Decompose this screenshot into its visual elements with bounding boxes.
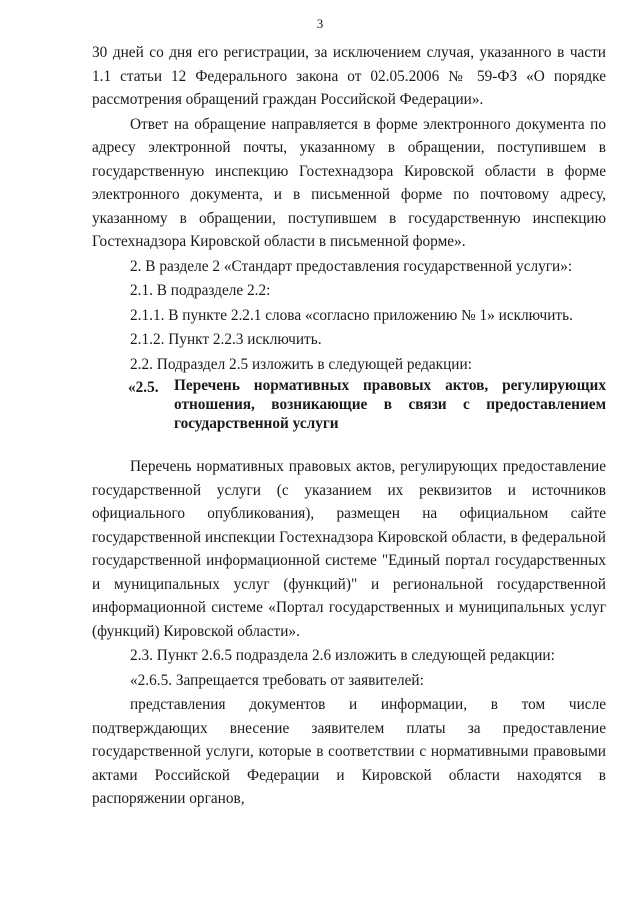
paragraph-2: Ответ на обращение направляется в форме электронного документа по адресу электронной почты, указанному в обращении, поступившем в государственную инспекцию Гостехнадзора Кировской области в форме электронного документа, и в письменной форме по почтовому адресу, указанному в обращении, поступившем в государственную инспекцию Гостехнадзора Кировской области в письменной форме». [92, 115, 606, 250]
paragraph-11: представления документов и информации, в том числе подтверждающих внесение заявителем платы за предоставление государственной услуги, которые в соответствии с нормативными правовыми актами Российской Федерации и Кировской области находятся в распоряжении органов, [92, 696, 606, 807]
document-body [92, 41, 606, 811]
paragraph-1: 30 дней со дня его регистрации, за исключением случая, указанного в части 1.1 статьи 12 Федерального закона от 02.05.2006 № 59-ФЗ «О порядке рассмотрения обращений граждан Российской Федерации». [92, 44, 606, 108]
section-heading [128, 376, 606, 433]
paragraph-5: 2.1.1. В пункте 2.2.1 слова «согласно приложению № 1» исключить. [130, 306, 573, 324]
paragraph-9: 2.3. Пункт 2.6.5 подраздела 2.6 изложить в следующей редакции: [130, 647, 555, 664]
spacer [92, 433, 606, 455]
paragraph-6: 2.1.2. Пункт 2.2.3 исключить. [130, 331, 322, 348]
paragraph-3: 2. В разделе 2 «Стандарт предоставления государственной услуги»: [130, 257, 573, 275]
paragraph-4: 2.1. В подразделе 2.2: [130, 282, 271, 299]
paragraph-7: 2.2. Подраздел 2.5 изложить в следующей редакции: [130, 355, 472, 373]
section-heading-text: Перечень нормативных правовых актов, регулирующих отношения, возникающие в связи с предоставлением государственной услуги [174, 377, 606, 432]
paragraph-8: Перечень нормативных правовых актов, регулирующих предоставление государственной услуги (с указанием их реквизитов и источников официального опубликования), размещен на официальном сайте государственной инспекции Гостехнадзора Кировской области, в федеральной государственной информационной системе "Единый портал государственных и муниципальных услуг (функций)" и региональной государственной информационной системе «Портал государственных и муниципальных услуг (функций) Кировской области». [92, 458, 606, 640]
page-number: 3 [316, 16, 324, 31]
section-heading-number: «2.5. [128, 379, 159, 396]
paragraph-10: «2.6.5. Запрещается требовать от заявителей: [130, 671, 424, 689]
